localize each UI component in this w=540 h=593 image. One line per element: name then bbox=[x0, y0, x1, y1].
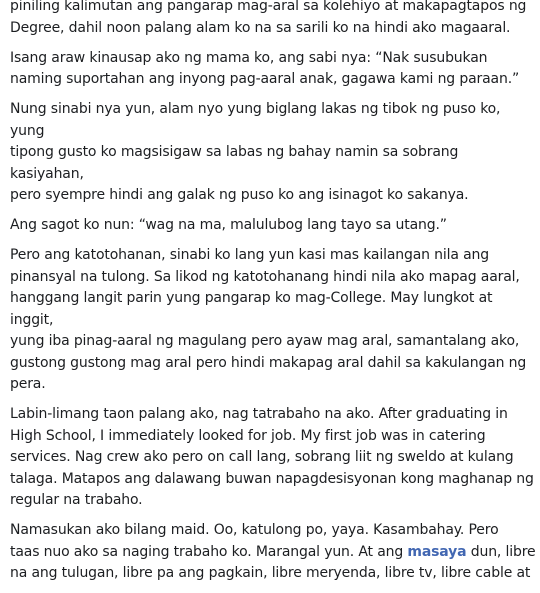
post-paragraph bbox=[10, 215, 536, 237]
text-line: Ang sagot ko nun: “wag na ma, malulubog lang tayo sa utang.” bbox=[10, 217, 447, 233]
post-paragraph bbox=[10, 520, 536, 585]
post-paragraph bbox=[10, 245, 536, 396]
text-line: Nung sinabi nya yun, alam nyo yung biglang lakas ng tibok ng puso ko, yung bbox=[10, 101, 501, 139]
text-line: High School, I immediately looked for job. My first job was in catering bbox=[10, 427, 486, 444]
text-line: regular na trabaho. bbox=[10, 492, 143, 508]
text-line: hanggang langit parin yung pangarap ko mag-College. May lungkot at inggit, bbox=[10, 290, 493, 328]
text-line: pera. bbox=[10, 376, 46, 392]
text-line: piniling kalimutan ang pangarap mag-aral sa kolehiyo at makapagtapos ng bbox=[10, 0, 527, 14]
text-line: pero syempre hindi ang galak ng puso ko ang isinagot ko sakanya. bbox=[10, 187, 469, 203]
text-line: na ang tulugan, libre pa ang pagkain, libre meryenda, libre tv, libre cable at bbox=[10, 565, 531, 581]
post-paragraph bbox=[10, 48, 536, 91]
post-body bbox=[10, 0, 536, 593]
post-paragraph bbox=[10, 404, 536, 512]
masaya-link[interactable]: masaya bbox=[407, 543, 467, 560]
text-line: tipong gusto ko magsisigaw sa labas ng bahay namin sa sobrang kasiyahan, bbox=[10, 144, 459, 182]
text-line: Pero ang katotohanan, sinabi ko lang yun kasi mas kailangan nila ang bbox=[10, 247, 490, 263]
post-paragraph bbox=[10, 0, 536, 39]
text-line: Isang araw kinausap ako ng mama ko, ang sabi nya: “Nak susubukan bbox=[10, 49, 488, 66]
text-line: yung iba pinag-aaral ng magulang pero ayaw mag aral, samantalang ako, bbox=[10, 333, 520, 349]
text-line: Labin-limang taon palang ako, nag tatrabaho na ako. After graduating in bbox=[10, 406, 508, 422]
text-line: taas nuo ako sa naging trabaho ko. Marangal yun. At ang bbox=[10, 543, 408, 560]
text-line: pinansyal na tulong. Sa likod ng katotohanang hindi nila ako mapag aaral, bbox=[10, 268, 520, 285]
text-line: Degree, dahil noon palang alam ko na sa sarili ko na hindi ako magaaral. bbox=[10, 19, 511, 36]
text-line: services. Nag crew ako pero on call lang, sobrang liit ng sweldo at kulang bbox=[10, 449, 514, 465]
text-line: Namasukan ako bilang maid. Oo, katulong po, yaya. Kasambahay. Pero bbox=[10, 522, 499, 538]
text-line: gustong gustong mag aral pero hindi makapag aral dahil sa kakulangan ng bbox=[10, 354, 527, 371]
text-line: talaga. Matapos ang dalawang buwan napagdesisyonan kong maghanap ng bbox=[10, 470, 534, 487]
text-segment: dun, libre bbox=[466, 543, 536, 560]
post-paragraph bbox=[10, 99, 536, 207]
text-line: naming suportahan ang inyong pag-aaral anak, gagawa kami ng paraan.” bbox=[10, 71, 520, 87]
